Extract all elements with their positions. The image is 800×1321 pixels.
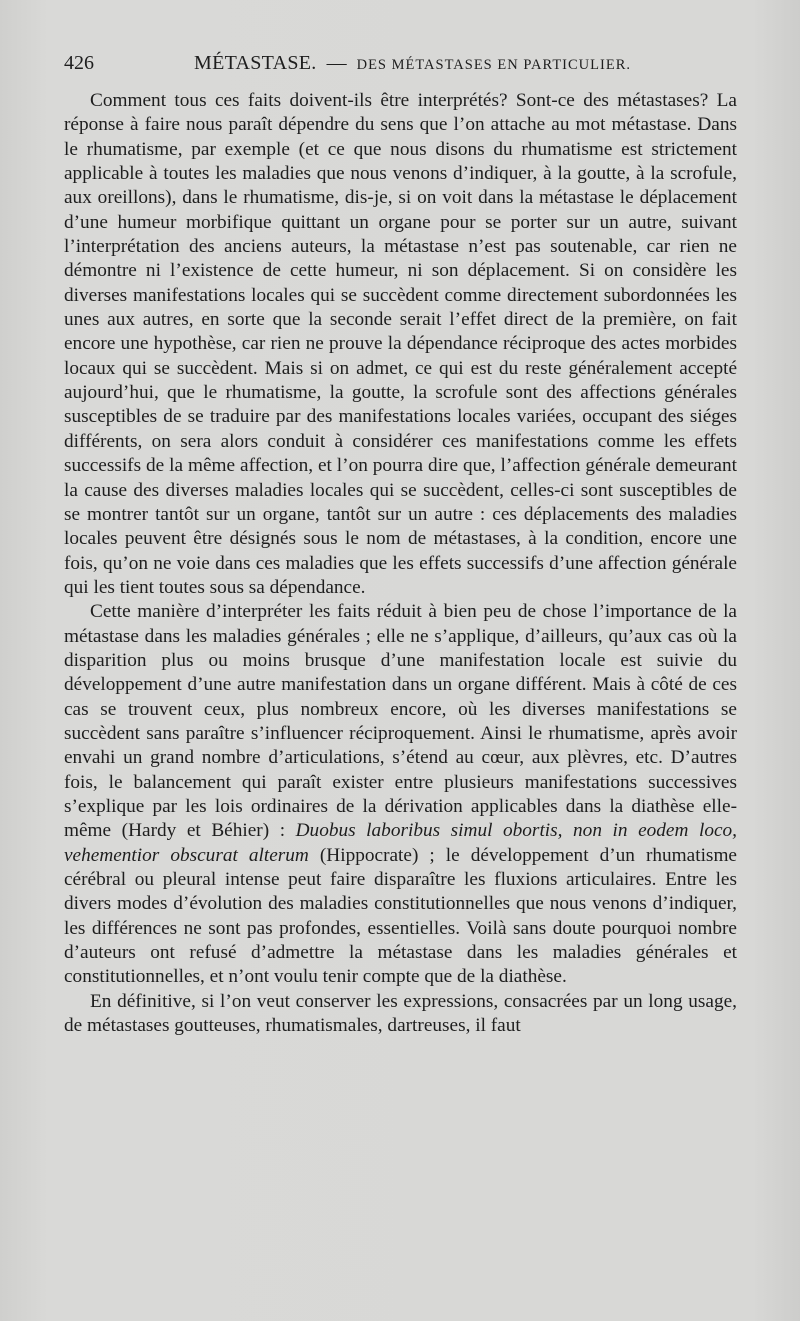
paragraph-2 xyxy=(64,600,737,990)
paragraph-2-text-before: Cette manière d’interpréter les faits réduit à bien peu de chose l’importance de la métastase dans les maladies générales ; elle ne s’applique, d’ailleurs, qu’aux cas où la disparition plus ou moins brusque d’une manifestation locale est suivie du développement d’une autre manifestation dans un organe différent. Mais à côté de ces cas se trouvent ceux, plus nombreux encore, où les diverses manifestations se succèdent sans paraître s’influencer réciproquement. Ainsi le rhumatisme, après avoir envahi un grand nombre d’articulations, s’étend au cœur, aux plèvres, etc. D’autres fois, le balancement qui paraît exister entre plusieurs manifestations successives s’explique par les lois ordinaires de la dérivation applicables dans la diathèse elle-même (Hardy et Béhier) : xyxy=(64,601,737,842)
body-text xyxy=(64,89,737,1038)
running-separator: — xyxy=(326,52,347,74)
paragraph-1: Comment tous ces faits doivent-ils être interprétés? Sont-ce des métastases? La réponse à faire nous paraît dépendre du sens que l’on attache au mot métastase. Dans le rhumatisme, par exemple (et ce que nous disons du rhumatisme est strictement applicable à toutes les maladies que nous venons d’indiquer, à la goutte, à la scrofule, aux oreillons), dans le rhumatisme, dis-je, si on voit dans la métastase le déplacement d’une humeur morbifique quittant un organe pour se porter sur un autre, suivant l’interprétation des anciens auteurs, la métastase n’est pas soutenable, car rien ne démontre ni l’existence de cette humeur, ni son déplacement. Si on considère les diverses manifestations locales qui se succèdent comme directement subordonnées les unes aux autres, en sorte que la seconde serait l’effet direct de la première, on fait encore une hypothèse, car rien ne prouve la dépendance réciproque des actes morbides locaux qui se succèdent. Mais si on admet, ce qui est du reste généralement accepté aujourd’hui, que le rhumatisme, la goutte, la scrofule sont des affections générales susceptibles de se traduire par des manifestations locales variées, occupant des siéges différents, on sera alors conduit à considérer ces manifestations comme les effets successifs de la même affection, et l’on pourra dire que, l’affection générale demeurant la cause des diverses maladies locales qui se succèdent, celles-ci sont susceptibles de se montrer tantôt sur un organe, tantôt sur un autre : ces déplacements des maladies locales peuvent être désignés sous le nom de métastases, à la condition, encore une fois, qu’on ne voie dans ces maladies que les effets successifs d’une affection générale qui les tient toutes sous sa dépendance. xyxy=(64,90,737,598)
paragraph-3: En définitive, si l’on veut conserver les expressions, consacrées par un long usage, de métastases goutteuses, rhumatismales, dartreuses, il faut xyxy=(64,990,737,1037)
latin-quotation: Duobus laboribus simul obortis, non in eodem loco, vehementior obscurat alterum xyxy=(64,820,737,866)
paragraph-2-text-after: (Hippocrate) ; le développement d’un rhumatisme cérébral ou pleural intense peut faire disparaître les fluxions articulaires. Entre les divers modes d’évolution des maladies constitutionnelles que nous venons d’indiquer, les différences ne sont pas profondes, essentielles. Voilà sans doute pourquoi nombre d’auteurs ont refusé d’admettre la métastase dans les maladies générales et constitutionnelles, et n’ont voulu tenir compte que de la diathèse. xyxy=(64,844,737,988)
page-number: 426 xyxy=(64,52,94,74)
running-header xyxy=(64,52,736,82)
running-title: MÉTASTASE. xyxy=(194,52,317,74)
running-subtitle: DES MÉTASTASES EN PARTICULIER. xyxy=(356,57,631,73)
